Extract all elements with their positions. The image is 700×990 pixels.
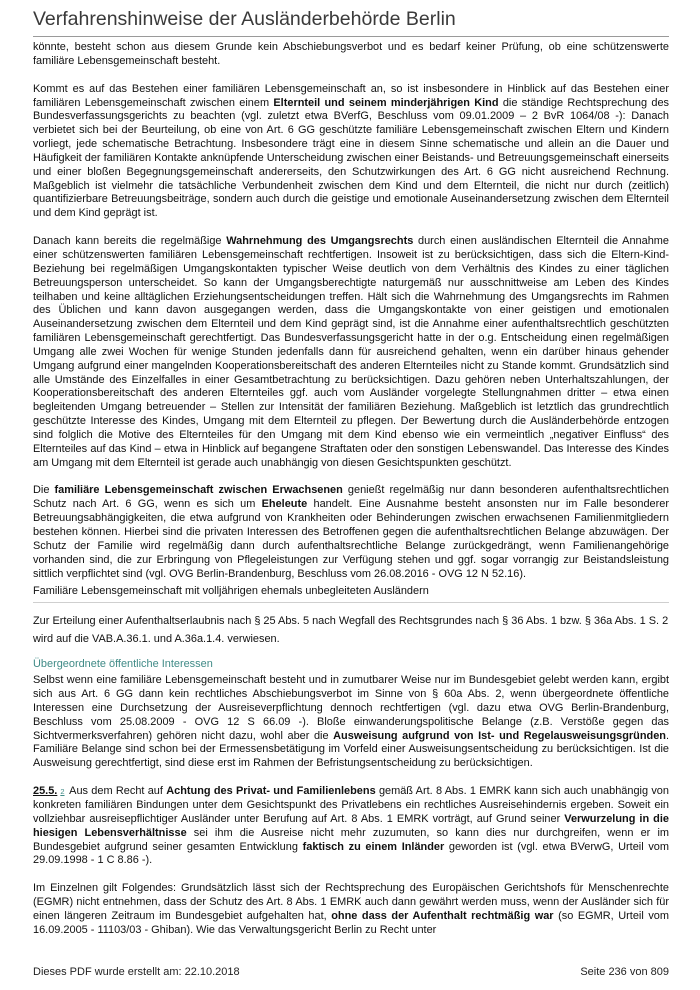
section-subheading: Übergeordnete öffentliche Interessen (33, 658, 213, 671)
paragraph-2: Kommt es auf das Bestehen einer familiären Lebensgemeinschaft an, so ist insbesondere in Hinblick auf das Bestehen einer familiären Lebensgemeinschaft zwischen einem Elternteil und seinem minderjährigen Kind die ständige Rechtsprechung des Bundesverfassungsgerichts zu beachten (vgl. zuletzt etwa BVerfG, Beschluss vom 09.01.2009 – 2 BvR 1064/08 -): Danach verbietet sich bei der Beurteilung, ob eine von Art. 6 GG geschützte familiäre Lebensgemeinschaft zwischen Eltern und Kindern vorliegt, jede schematische Betrachtung. Insbesondere trägt eine in diesem Sinne schematische und allein an die Dauer und Häufigkeit der familiären Kontakte anknüpfende Unterscheidung zwischen einer Beistands- und Betreuungsgemeinschaft einerseits und einer bloßen Begegnungsgemeinschaft andererseits, den Schutzwirkungen des Art. 6 GG nicht ausreichend Rechnung. Maßgeblich ist vielmehr die tatsächliche Verbundenheit zwischen dem Kind und dem Elternteil, die nicht nur durch (zeitlich) quantifizierbare Betreuungsbeiträge, sondern auch durch die geistige und emotionale Auseinandersetzung zwischen dem Elternteil und dem Kind geprägt ist. (33, 82, 669, 220)
document-title: Verfahrenshinweise der Ausländerbehörde Berlin (33, 8, 456, 30)
footer-page-number: Seite 236 von 809 (580, 966, 669, 978)
paragraph-6: Zur Erteilung einer Aufenthaltserlaubnis nach § 25 Abs. 5 nach Wegfall des Rechtsgrundes nach § 36 Abs. 1 bzw. § 36a Abs. 1 S. 2 wird auf die VAB.A.36.1. und A.36a.1.4. verwiesen. (33, 615, 669, 645)
paragraph-4: Die familiäre Lebensgemeinschaft zwischen Erwachsenen genießt regelmäßig nur dann besonderen aufenthaltsrechtlichen Schutz nach Art. 6 GG, wenn es sich um Eheleute handelt. Eine Ausnahme besteht ansonsten nur im Falle besonderer Betreuungsabhängigkeiten, die etwa aufgrund von Krankheiten oder Behinderungen zwischen erwachsenen Familienmitgliedern bestehen können. Hierbei sind die privaten Interessen des Betroffenen gegen die aufenthaltsrechtlichen Belange abzuwägen. Der Schutz der Familie wird regelmäßig dann durch aufenthaltsrechtliche Belange zurückgedrängt, wenn Familienangehörige vorhanden sind, die zur Erbringung von Pflegeleistungen zur Verfügung stehen und ggf. sogar vorrangig zur Beistandsleistung sittlich verpflichtet sind (vgl. OVG Berlin-Brandenburg, Beschluss vom 26.08.2016 - OVG 12 N 52.16). (33, 484, 670, 580)
paragraph-7: Selbst wenn eine familiäre Lebensgemeinschaft besteht und in zumutbarer Weise nur im Bundesgebiet gelebt werden kann, ergibt sich aus Art. 6 GG dann kein rechtliches Abschiebungsverbot im Sinne von § 60a Abs. 2, wenn übergeordnete öffentliche Interessen eine Durchsetzung der Ausreiseverpflichtung dennoch rechtfertigen (vgl. dazu etwa OVG Berlin-Brandenburg, Beschluss vom 25.08.2009 - OVG 12 S 66.09 -). Bloße einwanderungspolitische Belange (z.B. Verstöße gegen das Sichtvermerksverfahren) gehören nicht dazu, wohl aber die Ausweisung aufgrund von Ist- und Regelausweisungsgründen. Familiäre Belange sind schon bei der Ermessensbetätigung im Vorfeld einer Ausweisungsentscheidung zu berücksichtigen. Ist die Ausweisung gerechtfertigt, sind diese erst im Rahmen der Befristungsentscheidung zu berücksichtigen. (33, 674, 669, 770)
section-sub-link[interactable]: 2 (60, 787, 65, 797)
section-number: 25.5. (33, 785, 58, 798)
paragraph-8: 25.5. 2 Aus dem Recht auf Achtung des Privat- und Familienlebens gemäß Art. 8 Abs. 1 EMRK kann sich auch unabhängig von konkreten familiären Bindungen unter dem Gesichtspunkt des Privatlebens ein rechtliches Ausreisehindernis ergeben. Soweit ein vollziehbar ausreisepflichtiger Ausländer unter Berufung auf Art. 8 Abs. 1 EMRK vorträgt, auf Grund seiner Verwurzelung in die hiesigen Lebensverhältnisse sei ihm die Ausreise nicht mehr zuzumuten, so kann dies nur durchgreifen, wenn er im Bundesgebiet aufgrund seiner gesamten Entwicklung faktisch zu einem Inländer geworden ist (vgl. etwa BVerwG, Urteil vom 29.09.1998 - 1 C 8.86 -). (33, 785, 669, 867)
paragraph-9: Im Einzelnen gilt Folgendes: Grundsätzlich lässt sich der Rechtsprechung des Europäischen Gerichtshofs für Menschenrechte (EGMR) nicht entnehmen, dass der Schutz des Art. 8 Abs. 1 EMRK auch dann gewährt werden muss, wenn der Ausländer sich für einen längeren Zeitraum im Bundesgebiet aufgehalten hat, ohne dass der Aufenthalt rechtmäßig war (so EGMR, Urteil vom 16.09.2005 - 11103/03 - Ghiban). Wie das Verwaltungsgericht Berlin zu Recht unter (33, 882, 669, 936)
page-footer (33, 966, 669, 978)
paragraph-5-heading: Familiäre Lebensgemeinschaft mit volljährigen ehemals unbegleiteten Ausländern (33, 585, 669, 603)
paragraph-1: könnte, besteht schon aus diesem Grunde kein Abschiebungsverbot und es bedarf keiner Prüfung, ob eine schützenswerte familiäre Lebensgemeinschaft besteht. (33, 41, 669, 67)
footer-created-date: Dieses PDF wurde erstellt am: 22.10.2018 (33, 966, 240, 978)
paragraph-3: Danach kann bereits die regelmäßige Wahrnehmung des Umgangsrechts durch einen ausländischen Elternteil die Annahme einer schützenswerten familiären Lebensgemeinschaft rechtfertigen. Insoweit ist zu berücksichtigen, dass sich die Eltern-Kind-Beziehung bei regelmäßigen Umgangskontakten typischer Weise deutlich von dem Verhältnis des Kindes zu einer täglichen Betreuungsperson unterscheidet. So kann der Umgangsberechtigte naturgemäß nur ausschnittweise am Leben des Kindes teilhaben und keine alltäglichen Erziehungsentscheidungen treffen. Hält sich die Wahrnehmung des Umgangsrechts im Rahmen des Üblichen und kann davon ausgegangen werden, dass die Umgangskontakte von einer geistigen und emotionalen Auseinandersetzung zwischen dem Elternteil und dem Kind geprägt sind, ist die Annahme einer aufenthaltsrechtlich geschützten familiären Lebensgemeinschaft gerechtfertigt. Das Bundesverfassungsgericht hatte in der o.g. Entscheidung einen regelmäßigen Umgang alle zwei Wochen für wenige Stunden jedenfalls dann für ausreichend gehalten, wenn ein darüber hinaus gehender Umgang aufgrund einer mangelnden Kooperationsbereitschaft des anderen Elternteiles nicht zu Stande kommt. Grundsätzlich sind alle Umstände des Einzelfalles in einer Gesamtbetrachtung zu berücksichtigen. Dazu gehören neben Unterhaltszahlungen, der Kooperationsbereitschaft des anderen Elternteiles ggf. auch vom Ausländer vorgelegte Stellungnahmen dritter – etwa einen begleitenden Umgang betreuender – Stellen zur Intensität der familiären Beziehung. Maßgeblich ist letztlich das grundrechtlich geschützte Interesse des Kindes, Umgang mit dem Elternteil zu pflegen. Der Bewertung durch die Ausländerbehörde entzogen sind folglich die Motive des Elternteiles für den Umgang mit dem Kind ebenso wie ein vermeintlich „negativer Einfluss“ des Elternteiles auf das Kind – etwa in Hinblick auf begangene Straftaten oder den sonstigen Lebenswandel. Das Interesse des Kindes am Umgang mit dem Elternteil ist gerade auch unabhängig von diesen Gesichtspunkten geschützt. (33, 235, 669, 469)
document-body (33, 41, 669, 952)
page-header (33, 8, 669, 37)
